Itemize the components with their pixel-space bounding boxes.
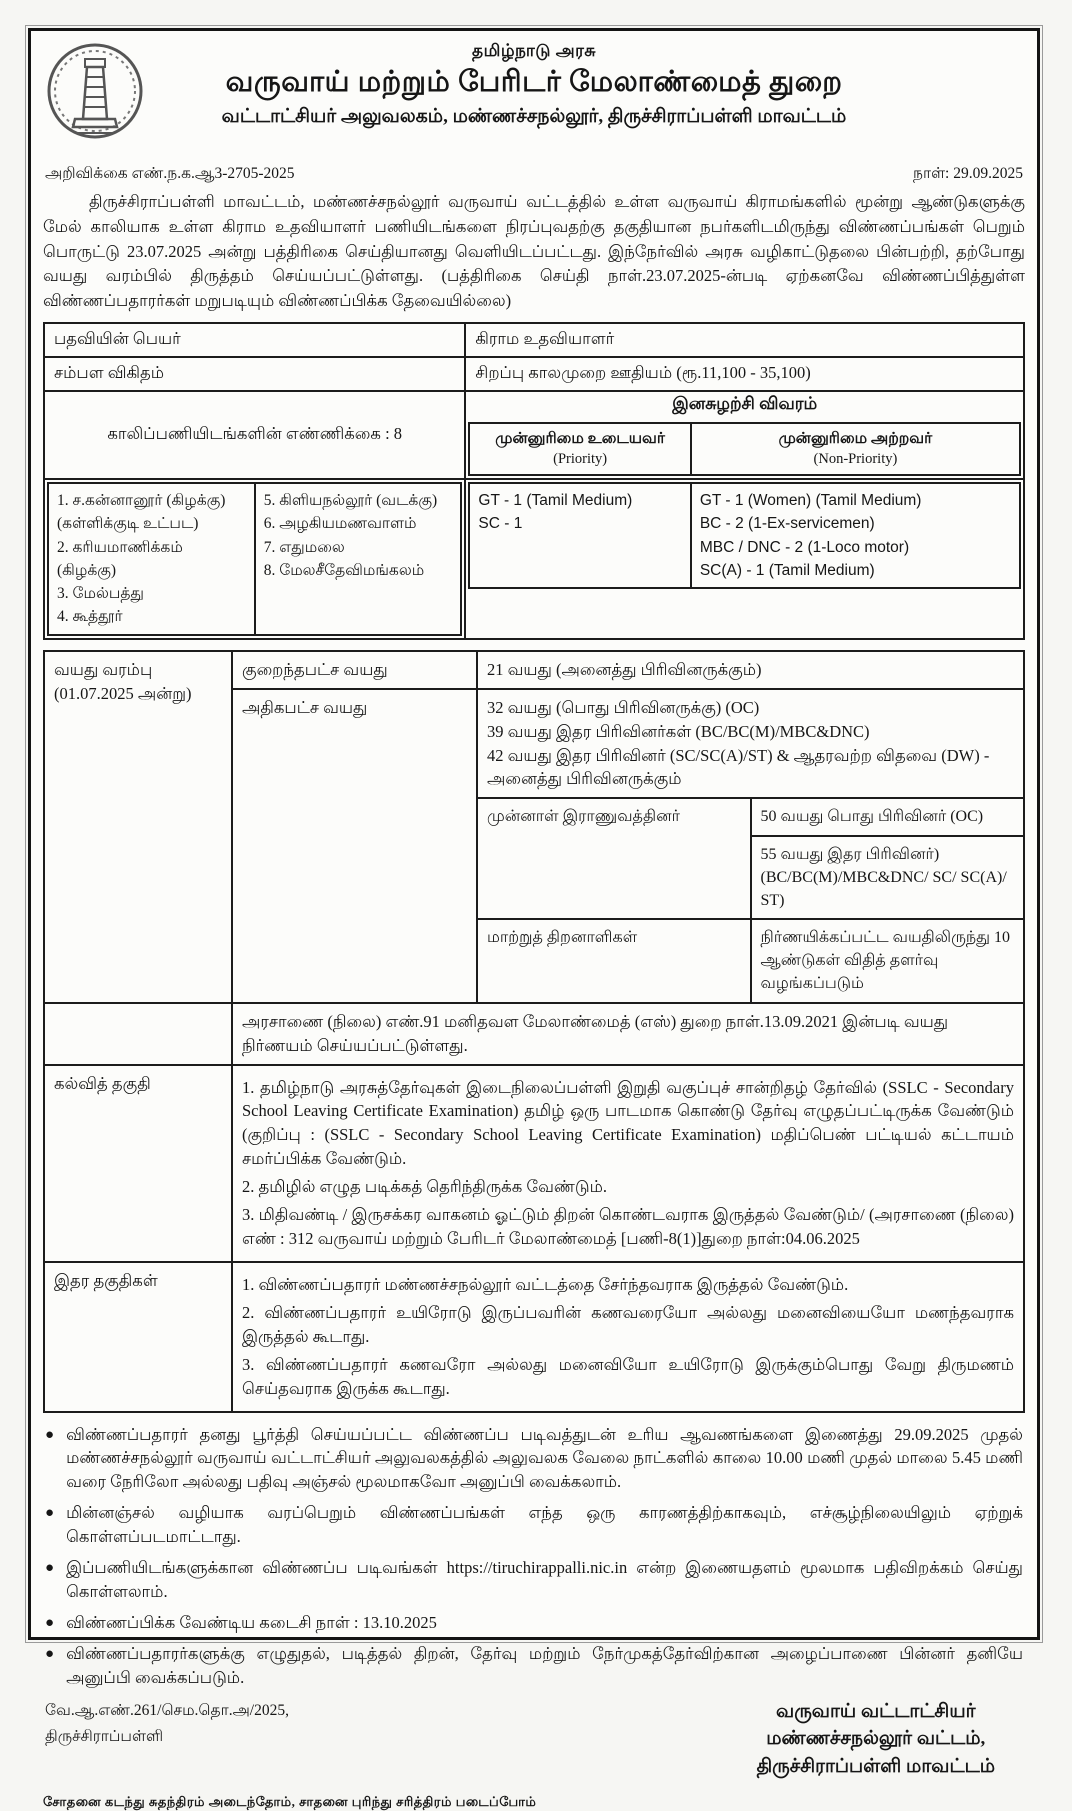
age-qualification-table	[43, 650, 1025, 1413]
table-row	[44, 323, 1024, 357]
village-item: 1. ச.கன்னானூர் (கிழக்கு) (கள்ளிக்குடி உட்பட)	[57, 492, 226, 533]
office-title: வட்டாட்சியர் அலுவலகம், மண்ணச்சநல்லூர், திருச்சிராப்பள்ளி மாவட்டம்	[221, 106, 847, 127]
min-age-value: 21 வயது (அனைத்து பிரிவினருக்கும்)	[477, 651, 1024, 689]
nonpriority-value: BC - 2 (1-Ex-servicemen)	[699, 515, 875, 533]
education-item: 2. தமிழில் எழுத படிக்கத் தெரிந்திருக்க வேண்டும்.	[242, 1177, 608, 1197]
rotation-values-box	[468, 482, 1021, 589]
reference-number: வே.ஆ.எண்.261/செம.தொ.அ/2025,	[45, 1701, 289, 1719]
villages-box	[47, 482, 462, 636]
notice-date: நாள்: 29.09.2025	[913, 165, 1023, 182]
village-item: 6. அழகியமணவாளம்	[263, 515, 417, 533]
list-item	[45, 1611, 1023, 1635]
table-row	[44, 651, 1024, 689]
reference-place: திருச்சிராப்பள்ளி	[45, 1728, 164, 1746]
other-qual-label: இதர தகுதிகள்	[44, 1262, 232, 1412]
bullet-icon: ●	[45, 1645, 55, 1662]
village-item: 5. கிளியநல்லூர் (வடக்கு)	[263, 492, 438, 510]
age-limit-label: வயது வரம்பு	[54, 659, 153, 679]
nonpriority-header	[690, 424, 1019, 474]
education-items	[232, 1065, 1024, 1262]
other-qual-item: 1. விண்ணப்பதாரர் மண்ணச்சநல்லூர் வட்டத்தை சேர்ந்தவராக இருத்தல் வேண்டும்.	[242, 1274, 849, 1294]
pwd-label: மாற்றுத் திறனாளிகள்	[478, 919, 751, 1002]
other-qual-items	[232, 1262, 1024, 1412]
priority-values	[470, 484, 689, 587]
bullet-icon: ●	[45, 1426, 55, 1443]
instruction-text: மின்னஞ்சல் வழியாக வரப்பெறும் விண்ணப்பங்கள் எந்த ஒரு காரணத்திற்காகவும், எச்சூழ்நிலையிலும் ஏற்றுக் கொள்ளப்படமாட்டாது.	[66, 1503, 1023, 1547]
max-age-cell	[477, 689, 1024, 1003]
max-age-label: அதிகபட்ச வயது	[232, 689, 477, 1003]
table-row	[44, 391, 1024, 479]
signatory-line: திருச்சிராப்பள்ளி மாவட்டம்	[756, 1755, 995, 1777]
max-age-line: 32 வயது (பொது பிரிவினருக்கு) (OC)	[487, 697, 760, 717]
vacancy-count: காலிப்பணியிடங்களின் எண்ணிக்கை : 8	[44, 391, 465, 479]
priority-value: SC - 1	[478, 515, 523, 533]
village-item: 7. எதுமலை	[263, 538, 345, 556]
intro-paragraph: திருச்சிராப்பள்ளி மாவட்டம், மண்ணச்சநல்லூர் வருவாய் வட்டத்தில் உள்ள வருவாய் கிராமங்களில் மூன்று ஆண்டுகளுக்கு மேல் காலியாக உள்ள கிராம உதவியாளர் பணியிடங்களை நிரப்புவதற்கு தகுதியான நபர்களிடமிருந்து விண்ணப்பங்கள் பெறும் பொருட்டு 23.07.2025 அன்று பத்திரிகை செய்தியானது வெளியிடப்பட்டது. இந்நேர்வில் அரசு வழிகாட்டுதலை பின்பற்றி, தற்போது வயது வரம்பில் திருத்தம் செய்யப்பட்டுள்ளது. (பத்திரிகை செய்தி நாள்.23.07.2025-ன்படி ஏற்கனவே விண்ணப்பித்துள்ள விண்ணப்பதாரர்கள் மறுபடியும் விண்ணப்பிக்க தேவையில்லை)	[43, 192, 1025, 310]
post-name-value: கிராம உதவியாளர்	[465, 323, 1024, 357]
table-row	[44, 1065, 1024, 1262]
priority-header-sub: (Priority)	[553, 450, 608, 467]
table-row	[478, 798, 1023, 835]
bullet-icon: ●	[45, 1560, 55, 1577]
post-name-label: பதவியின் பெயர்	[44, 323, 465, 357]
age-limit-date: (01.07.2025 அன்று)	[54, 683, 192, 703]
village-item: 4. கூத்தூர்	[57, 608, 123, 626]
list-item	[45, 1423, 1023, 1495]
villages-cell	[44, 479, 465, 639]
nonpriority-value: SC(A) - 1 (Tamil Medium)	[699, 561, 875, 579]
priority-value: GT - 1 (Tamil Medium)	[478, 492, 633, 510]
list-item	[45, 1642, 1023, 1690]
tamilnadu-emblem-icon	[45, 41, 145, 145]
table-row	[44, 479, 1024, 639]
rotation-values-cell	[465, 479, 1024, 639]
footer-slogan: சோதனை கடந்து சுதந்திரம் அடைந்தோம், சாதனை புரிந்து சரித்திரம் படைப்போம்	[43, 1794, 537, 1810]
village-item: 8. மேலசீதேவிமங்கலம்	[263, 561, 425, 579]
bullet-icon: ●	[45, 1615, 55, 1632]
instruction-text: விண்ணப்பிக்க வேண்டிய கடைசி நாள் : 13.10.2025	[66, 1613, 437, 1633]
max-age-line: 42 வயது இதர பிரிவினர் (SC/SC(A)/ST) & ஆதரவற்ற விதவை (DW) - அனைத்து பிரிவினருக்கும்	[487, 745, 990, 789]
villages-column-2	[254, 484, 461, 634]
education-item: 3. மிதிவண்டி / இருசக்கர வாகனம் ஓட்டும் திறன் கொண்டவராக இருத்தல் வேண்டும்/ (அரசாணை (நிலை) எண் : 312 வருவாய் மற்றும் பேரிடர் மேலாண்மைத் [பணி-8(1)]துறை நாள்:04.06.2025	[242, 1205, 1014, 1249]
signatory-line: மண்ணச்சநல்லூர் வட்டம்,	[766, 1728, 986, 1750]
priority-header	[470, 424, 689, 474]
signatory-block	[757, 1698, 1023, 1781]
priority-header-text: முன்னுரிமை உடையவர்	[495, 429, 665, 447]
education-label: கல்வித் தகுதி	[44, 1065, 232, 1262]
nonpriority-value: MBC / DNC - 2 (1-Loco motor)	[699, 538, 910, 556]
signatory-line: வருவாய் வட்டாட்சியர்	[776, 1700, 976, 1722]
list-item	[45, 1501, 1023, 1549]
instruction-text: விண்ணப்பதாரர் தனது பூர்த்தி செய்யப்பட்ட விண்ணப்ப படிவத்துடன் உரிய ஆவணங்களை இணைத்து 29.09.2025 முதல் மண்ணச்சநல்லூர் வருவாய் வட்டாட்சியர் அலுவலகத்தில் அலுவலக வேலை நாட்களில் காலை 10.00 மணி முதல் மாலை 5.45 மணி வரை நேரிலோ அல்லது பதிவு அஞ்சல் மூலமாகவோ அனுப்பி வைக்கலாம்.	[66, 1424, 1023, 1492]
govt-title: தமிழ்நாடு அரசு	[472, 41, 596, 60]
table-row	[44, 1003, 1024, 1065]
instructions-list	[43, 1423, 1025, 1690]
document-frame	[28, 28, 1040, 1810]
table-row	[44, 357, 1024, 391]
village-item: 3. மேல்பத்து	[57, 585, 144, 603]
special-age-subtable	[478, 797, 1023, 1001]
notice-number: அறிவிக்கை எண்.ந.க.ஆ3-2705-2025	[45, 165, 295, 182]
exservicemen-label: முன்னாள் இராணுவத்தினர்	[478, 798, 751, 919]
notice-row	[43, 165, 1025, 184]
empty-cell	[44, 1003, 232, 1065]
education-item: 1. தமிழ்நாடு அரசுத்தேர்வுகள் இடைநிலைப்பள்ளி இறுதி வகுப்புச் சான்றிதழ் தேர்வில் (SSLC - Secondary School Leaving Certificate Examination) தமிழ் ஒரு பாடமாக கொண்டு தேர்வு எழுதப்பட்டிருக்க வேண்டும் (குறிப்பு : (SSLC - Secondary School Leaving Certificate Examination) மதிப்பெண் பட்டியல் கட்டாயம் சமர்ப்பிக்க வேண்டும்.	[242, 1077, 1014, 1169]
post-details-table	[43, 322, 1025, 640]
max-age-lines	[478, 690, 1023, 798]
nonpriority-header-text: முன்னுரிமை அற்றவர்	[778, 429, 933, 447]
bullet-icon: ●	[45, 1505, 55, 1522]
exservicemen-others-value: 55 வயது இதர பிரிவினர்) (BC/BC(M)/MBC&DNC/ SC/ SC(A)/ ST)	[751, 836, 1024, 920]
table-row	[478, 919, 1023, 1002]
pay-value: சிறப்பு காலமுறை ஊதியம் (ரூ.11,100 - 35,100)	[465, 357, 1024, 391]
signoff-block	[43, 1698, 1025, 1781]
go-note: அரசாணை (நிலை) எண்.91 மனிதவள மேலாண்மைத் (எஸ்) துறை நாள்.13.09.2021 இன்படி வயது நிர்ணயம் செய்யப்பட்டுள்ளது.	[232, 1003, 1024, 1065]
pwd-value: நிர்ணயிக்கப்பட்ட வயதிலிருந்து 10 ஆண்டுகள் விதித் தளர்வு வழங்கப்படும்	[751, 919, 1024, 1002]
pay-label: சம்பள விகிதம்	[44, 357, 465, 391]
nonpriority-header-sub: (Non-Priority)	[813, 450, 898, 467]
other-qual-item: 3. விண்ணப்பதாரர் கணவரோ அல்லது மனைவியோ உயிரோடு இருக்கும்பொது வேறு திருமணம் செய்தவராக இருக்க கூடாது.	[242, 1354, 1014, 1398]
nonpriority-value: GT - 1 (Women) (Tamil Medium)	[699, 492, 922, 510]
instruction-text: விண்ணப்பதாரர்களுக்கு எழுதுதல், படித்தல் திறன், தேர்வு மற்றும் நேர்முகத்தேர்விற்கான அழைப்பாணை பின்னர் தனியே அனுப்பி வைக்கப்படும்.	[66, 1643, 1023, 1687]
villages-column-1	[49, 484, 254, 634]
village-item: 2. கரியமாணிக்கம் (கிழக்கு)	[57, 538, 183, 579]
nonpriority-values	[690, 484, 1019, 587]
reference-block	[45, 1698, 289, 1781]
min-age-label: குறைந்தபட்ச வயது	[232, 651, 477, 689]
dept-title: வருவாய் மற்றும் பேரிடர் மேலாண்மைத் துறை	[225, 66, 843, 98]
rotation-cell	[465, 391, 1024, 479]
rotation-title: இனசுழற்சி விவரம்	[672, 393, 818, 413]
exservicemen-oc-value: 50 வயது பொது பிரிவினர் (OC)	[751, 798, 1024, 835]
table-row	[44, 1262, 1024, 1412]
instruction-text: இப்பணியிடங்களுக்கான விண்ணப்ப படிவங்கள் https://tiruchirappalli.nic.in என்ற இணையதளம் மூலமாக பதிவிறக்கம் செய்து கொள்ளலாம்.	[66, 1558, 1023, 1602]
age-limit-label-cell	[44, 651, 232, 1003]
rotation-headers	[468, 422, 1021, 476]
document-header	[43, 37, 1025, 159]
other-qual-item: 2. விண்ணப்பதாரர் உயிரோடு இருப்பவரின் கணவரையோ அல்லது மனைவியையோ மணந்தவராக இருத்தல் கூடாது.	[242, 1302, 1014, 1346]
max-age-line: 39 வயது இதர பிரிவினர்கள் (BC/BC(M)/MBC&DNC)	[487, 721, 870, 741]
list-item	[45, 1556, 1023, 1604]
